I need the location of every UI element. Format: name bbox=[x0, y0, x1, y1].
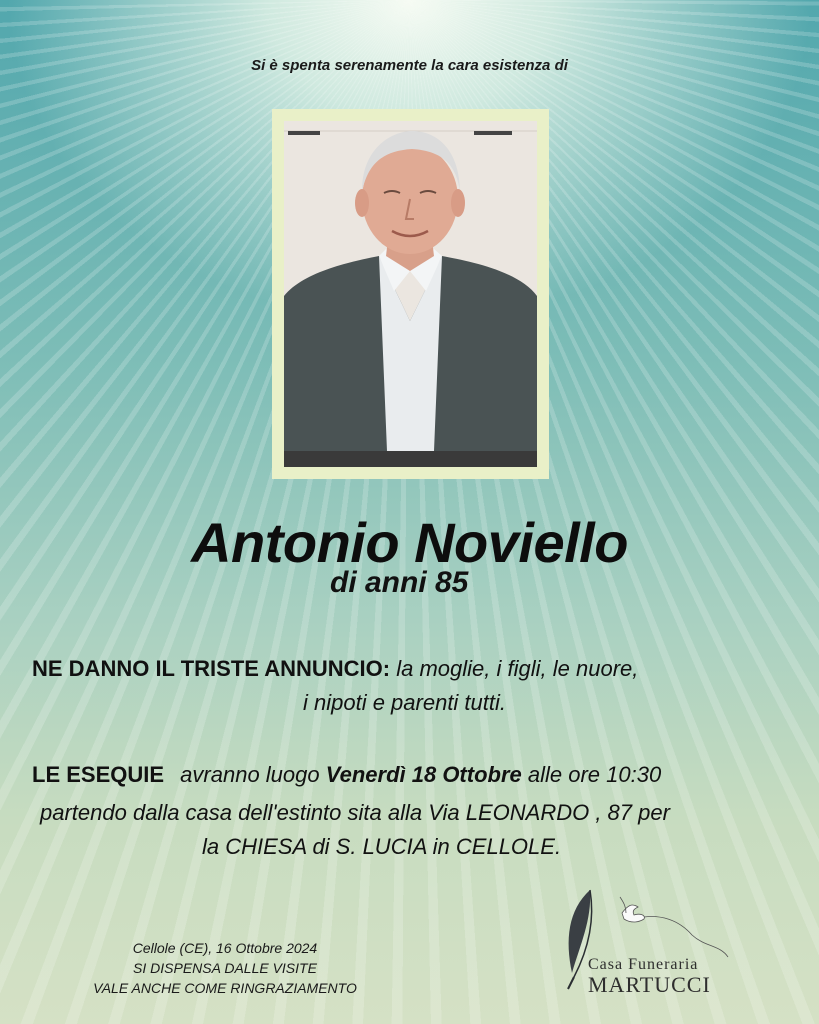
footer-thanks: VALE ANCHE COME RINGRAZIAMENTO bbox=[93, 980, 357, 996]
footer-place-date: Cellole (CE), 16 Ottobre 2024 bbox=[132, 940, 318, 956]
footer-no-visits: SI DISPENSA DALLE VISITE bbox=[133, 960, 317, 976]
funeral-time: alle ore 10:30 bbox=[527, 762, 662, 787]
dove-icon bbox=[620, 897, 728, 957]
intro-text: Si è spenta serenamente la cara esistenza di bbox=[251, 57, 568, 74]
funeral-text-a: avranno luogo bbox=[180, 762, 320, 787]
funeral-lead: LE ESEQUIE bbox=[32, 762, 165, 787]
announcement-line-1 bbox=[32, 656, 638, 682]
funeral-day: Venerdì 18 Ottobre bbox=[325, 762, 522, 787]
funeral-line-1 bbox=[32, 762, 661, 788]
deceased-age: di anni 85 bbox=[330, 566, 469, 599]
footer bbox=[60, 938, 390, 998]
announcement-lead: NE DANNO IL TRISTE ANNUNCIO: bbox=[32, 656, 391, 681]
portrait-frame bbox=[272, 109, 549, 479]
portrait-photo bbox=[284, 121, 537, 467]
logo-line-2: MARTUCCI bbox=[588, 972, 711, 997]
announcement-line-2: i nipoti e parenti tutti. bbox=[303, 690, 507, 715]
funeral-line-3: la CHIESA di S. LUCIA in CELLOLE. bbox=[202, 834, 562, 859]
deceased-name: Antonio Noviello bbox=[191, 511, 628, 574]
logo-line-1: Casa Funeraria bbox=[588, 956, 699, 973]
funeral-line-2: partendo dalla casa dell'estinto sita alla Via LEONARDO , 87 per bbox=[40, 800, 670, 825]
announcement-family: la moglie, i figli, le nuore, bbox=[396, 656, 639, 681]
